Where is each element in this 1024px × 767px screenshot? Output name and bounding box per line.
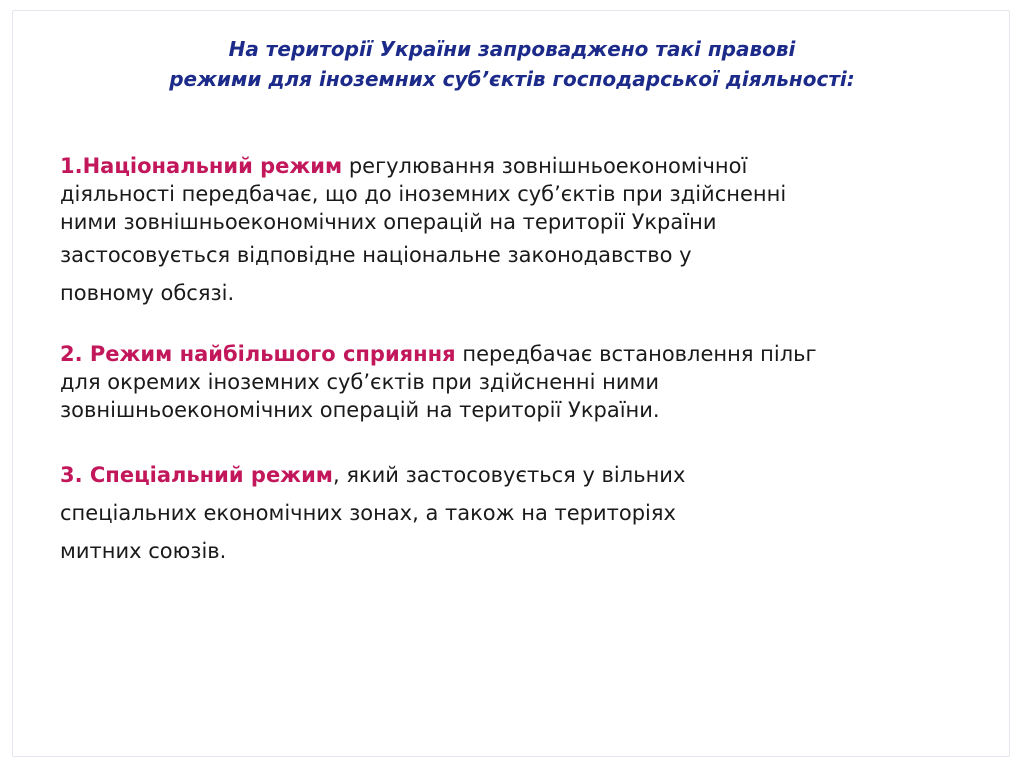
title-line-2: режими для іноземних суб’єктів господарської діяльності: — [169, 67, 855, 91]
regime-term: 3. Спеціальний режим — [60, 463, 333, 487]
title-line-1: На території України запроваджено такі правові — [228, 37, 796, 61]
paragraph-line — [60, 152, 960, 180]
paragraph-text: , який застосовується у вільних — [332, 463, 686, 487]
paragraph-line: для окремих іноземних суб’єктів при здійсненні ними — [60, 370, 659, 394]
paragraph-line: зовнішньоекономічних операцій на території України. — [60, 398, 660, 422]
paragraph-line: ними зовнішньоекономічних операцій на території України — [60, 210, 717, 234]
paragraph-line: застосовується відповідне національне законодавство у — [60, 243, 692, 267]
regime-term: 2. Режим найбільшого сприяння — [60, 342, 456, 366]
paragraph-line: митних союзів. — [60, 539, 227, 563]
paragraph-national-regime — [60, 152, 960, 312]
paragraph-line: спеціальних економічних зонах, а також на територіях — [60, 501, 676, 525]
paragraph-special-regime — [60, 456, 960, 570]
paragraph-text: регулювання зовнішньоекономічної — [342, 154, 748, 178]
paragraph-line — [60, 456, 960, 494]
paragraph-text: передбачає встановлення пільг — [455, 342, 817, 366]
paragraph-line — [60, 340, 960, 368]
paragraph-line: діяльності передбачає, що до іноземних суб’єктів при здійсненні — [60, 182, 787, 206]
regime-term: 1.Національний режим — [60, 154, 343, 178]
slide-body — [60, 152, 960, 570]
paragraph-line: повному обсязі. — [60, 281, 235, 305]
paragraph-most-favoured-regime — [60, 340, 960, 424]
slide-title — [0, 34, 1024, 94]
